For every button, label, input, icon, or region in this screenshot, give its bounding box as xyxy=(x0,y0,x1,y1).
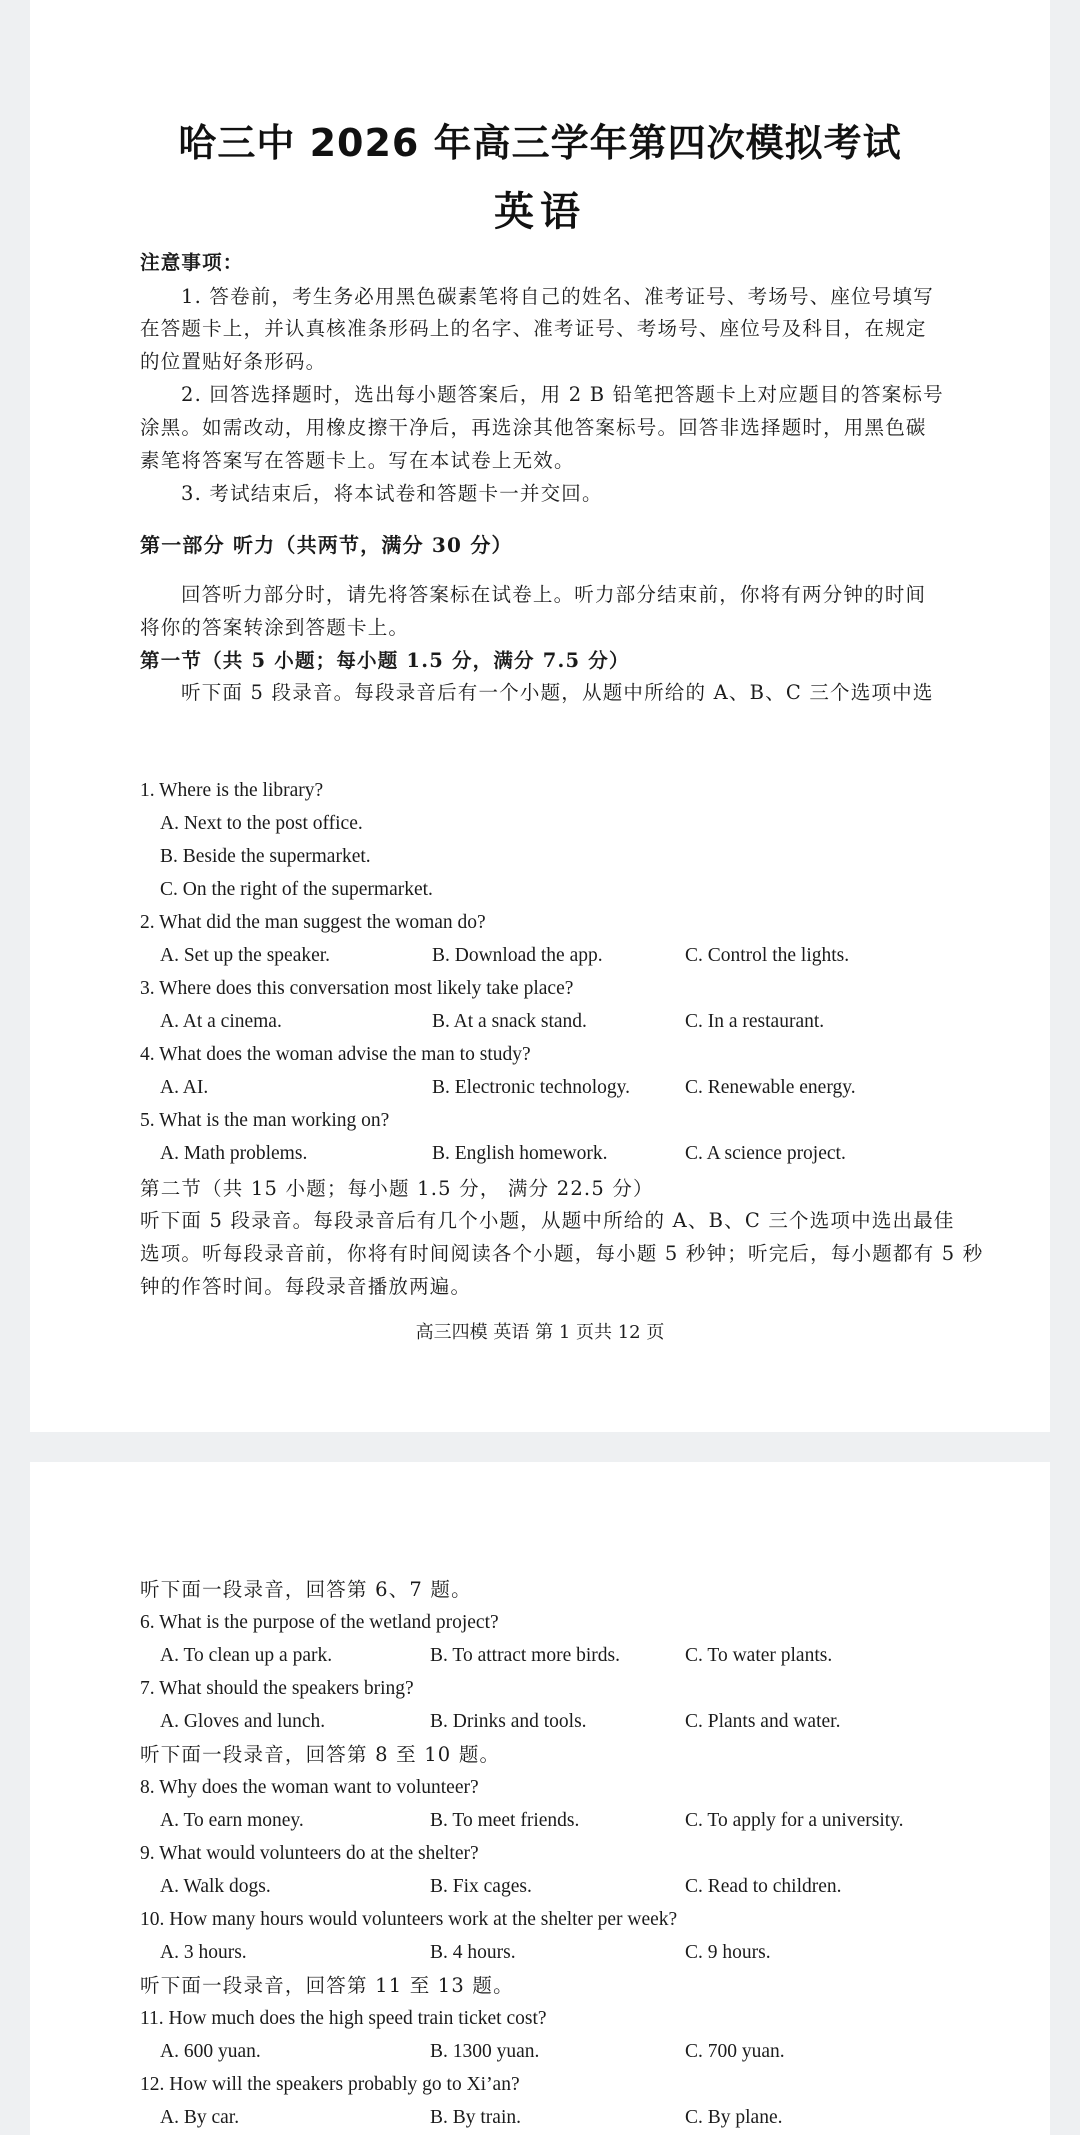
question-7: 7. What should the speakers bring? xyxy=(140,1678,414,1699)
part1-intro-line: 将你的答案转涂到答题卡上。 xyxy=(140,616,410,639)
question-2: 2. What did the man suggest the woman do? xyxy=(140,912,486,933)
question-7-option-a: A. Gloves and lunch. xyxy=(160,1711,326,1732)
part1-intro-line: 回答听力部分时，请先将答案标在试卷上。听力部分结束前，你将有两分钟的时间 xyxy=(181,583,927,606)
question-12-option-a: A. By car. xyxy=(160,2107,240,2128)
question-3-option-b: B. At a snack stand. xyxy=(432,1011,587,1032)
question-6-option-b: B. To attract more birds. xyxy=(430,1645,620,1666)
question-5-option-a: A. Math problems. xyxy=(160,1143,308,1164)
question-7-option-b: B. Drinks and tools. xyxy=(430,1711,587,1732)
question-1: 1. Where is the library? xyxy=(140,780,324,801)
question-3-option-c: C. In a restaurant. xyxy=(685,1011,825,1032)
question-12-option-b: B. By train. xyxy=(430,2107,521,2128)
exam-subject: 英语 xyxy=(494,188,586,235)
question-9: 9. What would volunteers do at the shelter? xyxy=(140,1843,479,1864)
notice-line: 2. 回答选择题时，选出每小题答案后，用 2 B 铅笔把答题卡上对应题目的答案标号 xyxy=(181,383,944,406)
question-8-option-b: B. To meet friends. xyxy=(430,1810,580,1831)
page-footer: 高三四模 英语 第 1 页共 12 页 xyxy=(415,1322,665,1343)
question-6-option-a: A. To clean up a park. xyxy=(160,1645,333,1666)
question-10-option-b: B. 4 hours. xyxy=(430,1942,516,1963)
section1-heading: 第一节（共 5 小题；每小题 1.5 分，满分 7.5 分） xyxy=(140,649,630,672)
group-instruction: 听下面一段录音，回答第 11 至 13 题。 xyxy=(140,1974,514,1997)
question-4: 4. What does the woman advise the man to study? xyxy=(140,1044,531,1065)
question-3: 3. Where does this conversation most likely take place? xyxy=(140,978,574,999)
question-2-option-b: B. Download the app. xyxy=(432,945,603,966)
question-4-option-a: A. AI. xyxy=(160,1077,209,1098)
question-10: 10. How many hours would volunteers work at the shelter per week? xyxy=(140,1909,678,1930)
question-10-option-a: A. 3 hours. xyxy=(160,1942,247,1963)
section2-intro-line: 选项。听每段录音前，你将有时间阅读各个小题，每小题 5 秒钟；听完后，每小题都有 5 秒 xyxy=(140,1242,984,1265)
section2-heading: 第二节（共 15 小题；每小题 1.5 分， 满分 22.5 分） xyxy=(140,1177,654,1200)
group-instruction: 听下面一段录音，回答第 8 至 10 题。 xyxy=(140,1743,501,1766)
question-5-option-b: B. English homework. xyxy=(432,1143,608,1164)
question-12: 12. How will the speakers probably go to Xi’an? xyxy=(140,2074,520,2095)
question-11-option-a: A. 600 yuan. xyxy=(160,2041,261,2062)
notice-heading: 注意事项： xyxy=(140,251,244,274)
question-1-option-c: C. On the right of the supermarket. xyxy=(160,879,433,900)
question-8: 8. Why does the woman want to volunteer? xyxy=(140,1777,479,1798)
question-9-option-b: B. Fix cages. xyxy=(430,1876,532,1897)
question-9-option-a: A. Walk dogs. xyxy=(160,1876,271,1897)
notice-line: 3. 考试结束后，将本试卷和答题卡一并交回。 xyxy=(181,482,603,505)
question-12-option-c: C. By plane. xyxy=(685,2107,783,2128)
question-1-option-b: B. Beside the supermarket. xyxy=(160,846,371,867)
question-5: 5. What is the man working on? xyxy=(140,1110,390,1131)
notice-line: 在答题卡上，并认真核准条形码上的名字、准考证号、考场号、座位号及科目，在规定 xyxy=(140,317,927,340)
question-8-option-c: C. To apply for a university. xyxy=(685,1810,904,1831)
question-11: 11. How much does the high speed train ticket cost? xyxy=(140,2008,547,2029)
notice-line: 涂黑。如需改动，用橡皮擦干净后，再选涂其他答案标号。回答非选择题时，用黑色碳 xyxy=(140,416,927,439)
exam-page-1 xyxy=(30,0,1050,1432)
question-11-option-c: C. 700 yuan. xyxy=(685,2041,785,2062)
question-6-option-c: C. To water plants. xyxy=(685,1645,833,1666)
notice-line: 1. 答卷前，考生务必用黑色碳素笔将自己的姓名、准考证号、考场号、座位号填写 xyxy=(181,285,934,308)
section1-intro: 听下面 5 段录音。每段录音后有一个小题，从题中所给的 A、B、C 三个选项中选 xyxy=(181,681,934,704)
exam-title: 哈三中 2026 年高三学年第四次模拟考试 xyxy=(178,121,902,165)
question-11-option-b: B. 1300 yuan. xyxy=(430,2041,540,2062)
question-2-option-c: C. Control the lights. xyxy=(685,945,850,966)
question-4-option-b: B. Electronic technology. xyxy=(432,1077,631,1098)
question-1-option-a: A. Next to the post office. xyxy=(160,813,363,834)
question-8-option-a: A. To earn money. xyxy=(160,1810,304,1831)
notice-line: 的位置贴好条形码。 xyxy=(140,350,327,373)
question-2-option-a: A. Set up the speaker. xyxy=(160,945,331,966)
group-instruction: 听下面一段录音，回答第 6、7 题。 xyxy=(140,1578,472,1601)
question-6: 6. What is the purpose of the wetland project? xyxy=(140,1612,499,1633)
question-7-option-c: C. Plants and water. xyxy=(685,1711,841,1732)
question-10-option-c: C. 9 hours. xyxy=(685,1942,771,1963)
exam-page-2 xyxy=(30,1462,1050,2135)
section2-intro-line: 钟的作答时间。每段录音播放两遍。 xyxy=(140,1275,472,1298)
section2-intro-line: 听下面 5 段录音。每段录音后有几个小题，从题中所给的 A、B、C 三个选项中选出最佳 xyxy=(140,1209,955,1232)
question-9-option-c: C. Read to children. xyxy=(685,1876,842,1897)
question-3-option-a: A. At a cinema. xyxy=(160,1011,282,1032)
part1-heading: 第一部分 听力（共两节，满分 30 分） xyxy=(140,533,513,557)
notice-line: 素笔将答案写在答题卡上。写在本试卷上无效。 xyxy=(140,449,575,472)
question-4-option-c: C. Renewable energy. xyxy=(685,1077,856,1098)
question-5-option-c: C. A science project. xyxy=(685,1143,846,1164)
